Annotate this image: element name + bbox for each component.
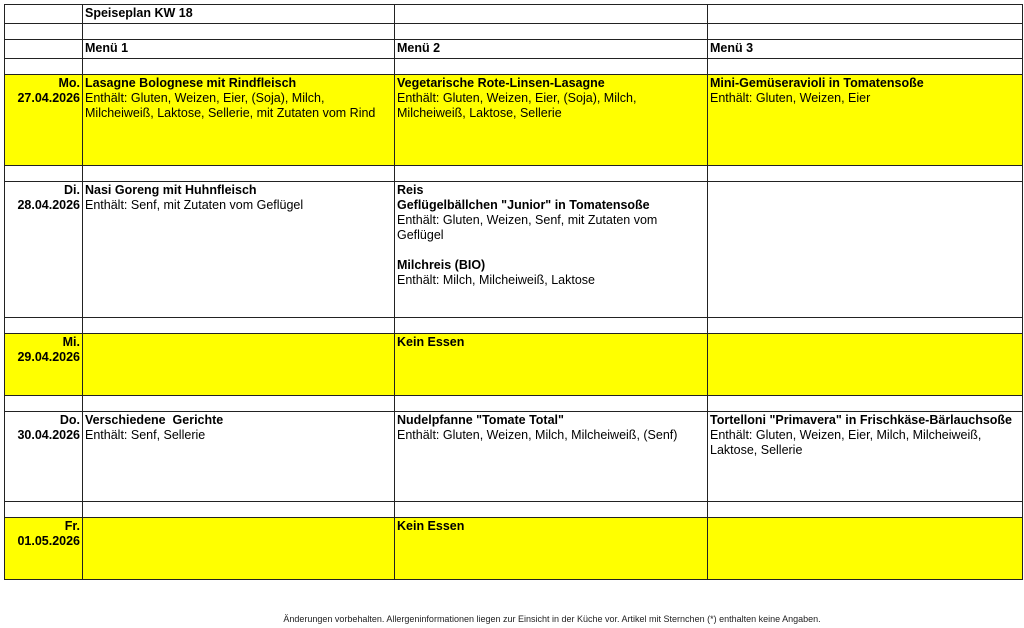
dish-name: Tortelloni "Primavera" in Frischkäse-Bärlauchsoße — [710, 413, 1013, 427]
footer-note: Änderungen vorbehalten. Allergeninformationen liegen zur Einsicht in der Küche vor. Artikel mit Sternchen (*) enthalten keine Angaben. — [283, 614, 821, 624]
allergen-info: Enthält: Gluten, Weizen, Eier, (Soja), Milch, Milcheiweiß, Laktose, Sellerie — [397, 91, 637, 120]
allergen-info: Enthält: Gluten, Weizen, Eier — [710, 91, 871, 105]
allergen-info: Enthält: Gluten, Weizen, Eier, (Soja), Milch, Milcheiweiß, Laktose, Sellerie, mit Zutaten vom Rind — [85, 91, 376, 120]
day-cell — [5, 412, 83, 502]
dish-name: Vegetarische Rote-Linsen-Lasagne — [397, 76, 605, 90]
dish-name: Geflügelbällchen "Junior" in Tomatensoße — [397, 198, 650, 212]
page-title: Speiseplan KW 18 — [83, 5, 395, 24]
day-label: Di. — [64, 183, 80, 197]
day-label: Do. — [59, 413, 80, 427]
menu-cell — [708, 334, 1023, 396]
day-cell — [5, 75, 83, 166]
day-cell — [5, 334, 83, 396]
dish-name: Kein Essen — [397, 335, 465, 349]
day-date: 28.04.2026 — [17, 198, 80, 212]
allergen-info: Enthält: Senf, Sellerie — [85, 428, 206, 442]
menu-cell — [83, 182, 395, 318]
allergen-info: Enthält: Senf, mit Zutaten vom Geflügel — [85, 198, 304, 212]
day-date: 29.04.2026 — [17, 350, 80, 364]
dish-name: Verschiedene Gerichte — [85, 413, 224, 427]
dish-name: Kein Essen — [397, 519, 465, 533]
dish-name: Reis — [397, 183, 424, 197]
menu-cell — [708, 182, 1023, 318]
allergen-info: Enthält: Gluten, Weizen, Eier, Milch, Milcheiweiß, Laktose, Sellerie — [710, 428, 982, 457]
dish-name: Mini-Gemüseravioli in Tomatensoße — [710, 76, 924, 90]
day-label: Mi. — [62, 335, 80, 349]
day-row-wednesday — [5, 334, 1023, 396]
menu-table — [4, 4, 1023, 580]
menu-cell — [83, 334, 395, 396]
dish-name: Nasi Goreng mit Huhnfleisch — [85, 183, 257, 197]
menu-cell — [83, 518, 395, 580]
day-label: Mo. — [58, 76, 80, 90]
allergen-info: Enthält: Milch, Milcheiweiß, Laktose — [397, 273, 595, 287]
menu-cell — [83, 75, 395, 166]
menu-cell — [83, 412, 395, 502]
menu-cell — [395, 518, 708, 580]
day-label: Fr. — [64, 519, 80, 533]
menu-cell — [395, 75, 708, 166]
menu-cell — [708, 518, 1023, 580]
dish-name: Nudelpfanne "Tomate Total" — [397, 413, 564, 427]
menu-cell — [395, 412, 708, 502]
day-row-monday — [5, 75, 1023, 166]
menu-cell — [395, 182, 708, 318]
day-date: 27.04.2026 — [17, 91, 80, 105]
day-row-friday — [5, 518, 1023, 580]
menu-header-3: Menü 3 — [708, 40, 1023, 59]
day-row-tuesday — [5, 182, 1023, 318]
allergen-info: Enthält: Gluten, Weizen, Milch, Milcheiweiß, (Senf) — [397, 428, 678, 442]
dish-name: Milchreis (BIO) — [397, 258, 486, 272]
day-date: 01.05.2026 — [17, 534, 80, 548]
day-cell — [5, 182, 83, 318]
day-cell — [5, 518, 83, 580]
menu-header-2: Menü 2 — [395, 40, 708, 59]
allergen-info: Enthält: Gluten, Weizen, Senf, mit Zutaten vom Geflügel — [397, 213, 658, 242]
menu-cell — [708, 75, 1023, 166]
day-row-thursday — [5, 412, 1023, 502]
menu-cell — [395, 334, 708, 396]
corner-cell — [5, 5, 83, 24]
dish-name: Lasagne Bolognese mit Rindfleisch — [85, 76, 297, 90]
menu-cell — [708, 412, 1023, 502]
day-date: 30.04.2026 — [17, 428, 80, 442]
menu-header-1: Menü 1 — [83, 40, 395, 59]
